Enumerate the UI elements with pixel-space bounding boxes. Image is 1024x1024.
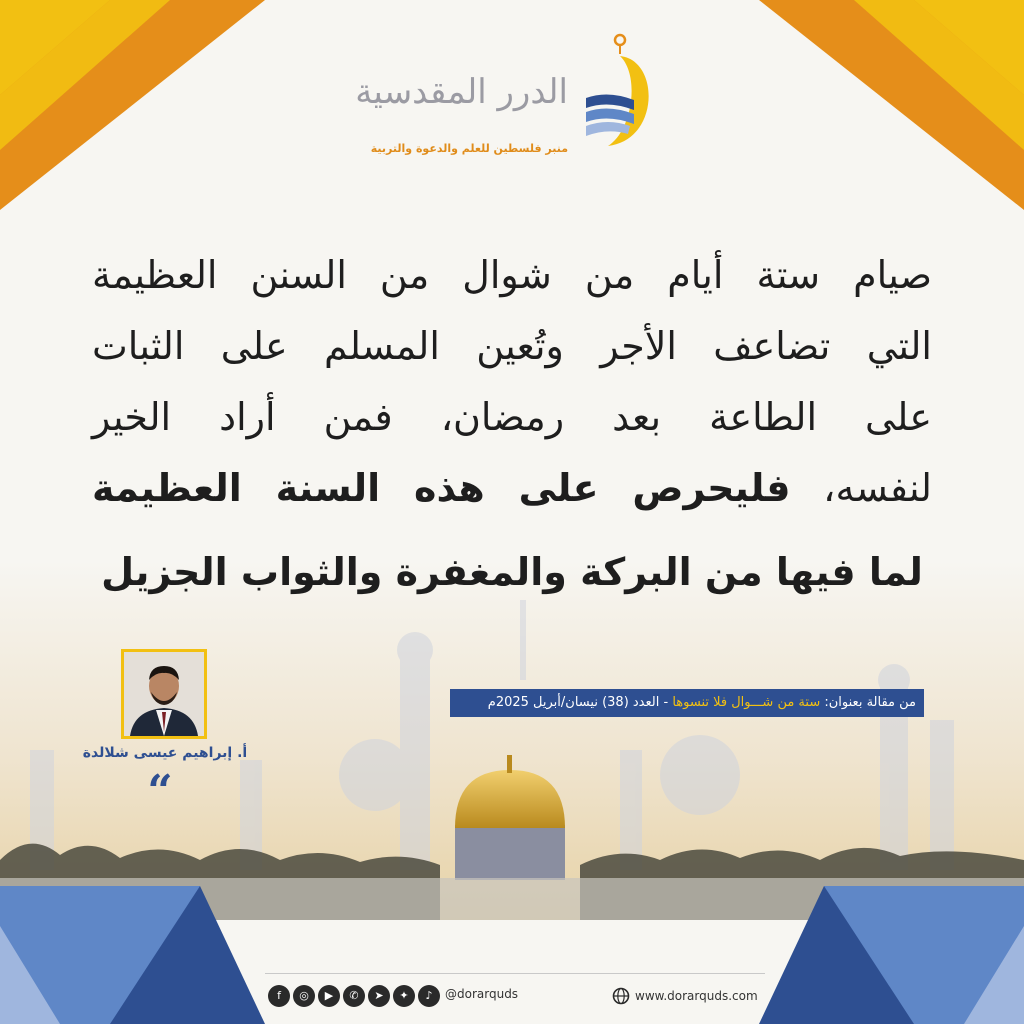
whatsapp-icon[interactable]: ✆ [343, 985, 365, 1007]
crescent-logo-icon [578, 30, 660, 160]
source-article-title: ستة من شـــوال فلا تنسوها [672, 695, 821, 710]
social-handle[interactable]: @dorarquds [445, 987, 519, 1001]
author-portrait-icon [124, 652, 204, 736]
twitter-icon[interactable]: ✦ [393, 985, 415, 1007]
quote-line-4 [92, 453, 932, 524]
quote-line-5: لما فيها من البركة والمغفرة والثواب الجزيل [101, 550, 923, 594]
instagram-icon[interactable]: ◎ [293, 985, 315, 1007]
corner-decoration-top-left [0, 0, 265, 215]
jerusalem-skyline-background [0, 560, 1024, 920]
corner-decoration-top-right [759, 0, 1024, 215]
quote-mark-icon: “ [147, 766, 173, 817]
author-name: أ. إبراهيم عيسى شلالدة [82, 745, 248, 761]
tiktok-icon[interactable]: ♪ [418, 985, 440, 1007]
youtube-icon[interactable]: ▶ [318, 985, 340, 1007]
corner-decoration-bottom-right [759, 886, 1024, 1024]
logo-title: الدرر المقدسية [355, 72, 568, 112]
corner-decoration-bottom-left [0, 886, 265, 1024]
quote-text [92, 240, 932, 524]
telegram-icon[interactable]: ➤ [368, 985, 390, 1007]
website-url[interactable]: www.dorarquds.com [635, 989, 758, 1003]
quote-line-3: على الطاعة بعد رمضان، فمن أراد الخير [92, 395, 932, 439]
source-prefix: من مقالة بعنوان: [820, 695, 916, 710]
facebook-icon[interactable]: f [268, 985, 290, 1007]
brand-logo [355, 30, 660, 170]
source-suffix: - العدد (38) نيسان/أبريل 2025م [487, 695, 673, 710]
quote-line-4-plain: لنفسه، [790, 466, 932, 510]
quote-line-2: التي تضاعف الأجر وتُعين المسلم على الثبات [92, 324, 932, 368]
footer-divider [265, 973, 765, 974]
quote-line-1: صيام ستة أيام من شوال من السنن العظيمة [92, 253, 932, 297]
quote-line-4-bold: فليحرص على هذه السنة العظيمة [92, 466, 791, 510]
social-icons [268, 985, 440, 1007]
source-badge [450, 689, 924, 717]
logo-tagline: منبر فلسطين للعلم والدعوة والتربية [370, 142, 568, 155]
website-link[interactable] [612, 987, 758, 1005]
author-photo [121, 649, 207, 739]
globe-icon [612, 987, 630, 1005]
